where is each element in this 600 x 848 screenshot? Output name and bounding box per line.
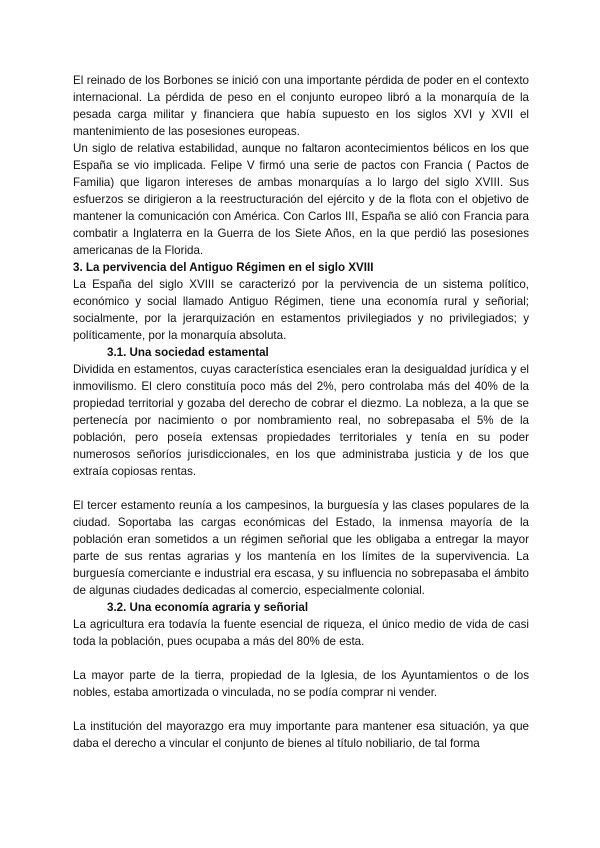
section-3-2-paragraph-2: La mayor parte de la tierra, propiedad de la Iglesia, de los Ayuntamientos o de los nobles, estaba amortizada o vinculada, no se podía comprar ni vender.	[73, 669, 529, 699]
section-3-2-heading: 3.2. Una economía agraria y señorial	[107, 601, 309, 614]
section-3-paragraph: La España del siglo XVIII se caracterizó por la pervivencia de un sistema político, económico y social llamado Antiguo Régimen, tiene una economía rural y señorial; socialmente, por la jerarquización en estamentos privilegiados y no privilegiados; y políticamente, por la monarquía absoluta.	[73, 278, 529, 342]
document-body	[73, 72, 529, 752]
section-3-2-paragraph-3: La institución del mayorazgo era muy importante para mantener esa situación, ya que daba el derecho a vincular el conjunto de bienes al título nobiliario, de tal forma	[73, 720, 529, 750]
intro-paragraph-1: El reinado de los Borbones se inició con una importante pérdida de poder en el contexto internacional. La pérdida de peso en el conjunto europeo libró a la monarquía de la pesada carga militar y financiera que había supuesto en los siglos XVI y XVII el mantenimiento de las posesiones europeas.	[73, 74, 529, 138]
intro-paragraph-2: Un siglo de relativa estabilidad, aunque no faltaron acontecimientos bélicos en los que España se vio implicada. Felipe V firmó una serie de pactos con Francia ( Pactos de Familia) que ligaron intereses de ambas monarquías a lo largo del siglo XVIII. Sus esfuerzos se dirigieron a la reestructuración del ejército y de la flota con el objetivo de mantener la comunicación con América. Con Carlos III, España se alió con Francia para combatir a Inglaterra en la Guerra de los Siete Años, en la que perdió las posesiones americanas de la Florida.	[73, 142, 529, 257]
section-3-1-paragraph-1: Dividida en estamentos, cuyas característica esenciales eran la desigualdad jurídica y el inmovilismo. El clero constituía poco más del 2%, pero controlaba más del 40% de la propiedad territorial y gozaba del derecho de cobrar el diezmo. La nobleza, a la que se pertenecía por nacimiento o por nombramiento real, no sobrepasaba el 5% de la población, pero poseía extensas propiedades territoriales y tenía en su poder numerosos señoríos jurisdiccionales, en los que administraba justicia y de los que extraía copiosas rentas.	[73, 363, 529, 478]
section-3-1-heading: 3.1. Una sociedad estamental	[107, 346, 269, 359]
section-3-1-paragraph-2: El tercer estamento reunía a los campesinos, la burguesía y las clases populares de la ciudad. Soportaba las cargas económicas del Estado, la inmensa mayoría de la población eran sometidos a un régimen señorial que les obligaba a entregar la mayor parte de sus rentas agrarias y los mantenía en los límites de la supervivencia. La burguesía comerciante e industrial era escasa, y su influencia no sobrepasaba el ámbito de algunas ciudades dedicadas al comercio, especialmente colonial.	[73, 499, 529, 597]
section-3-2-paragraph-1: La agricultura era todavía la fuente esencial de riqueza, el único medio de vida de casi toda la población, pues ocupaba a más del 80% de esta.	[73, 618, 529, 648]
section-3-heading: 3. La pervivencia del Antiguo Régimen en el siglo XVIII	[73, 261, 374, 274]
